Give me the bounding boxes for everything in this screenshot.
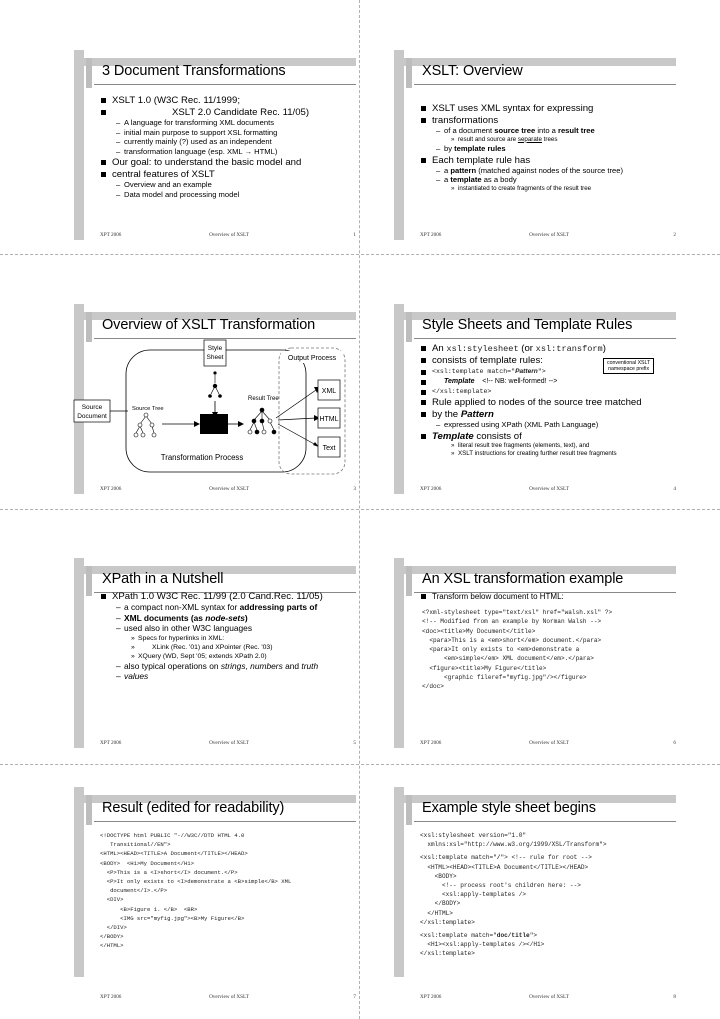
- transformation-process-label: Transformation Process: [160, 453, 244, 462]
- namespace-callout: conventional XSLT namespace prefix: [603, 358, 654, 374]
- code-line: <xsl:apply-templates />: [420, 891, 527, 899]
- code-block: [100, 831, 362, 951]
- slide-2: XSLT: Overview XSLT uses XML syntax for expressing transformations – of a document source tree into a result tree » result and source are separate trees – by template rules Each template rule has – a pattern (matched against nodes of the source tree) – a template as a body » instantiated to create fragments of the result tree XPT 2006 Overview of XSLT 2: [390, 48, 680, 248]
- code-line: <IMG src="myfig.jpg"><B>My Figure</B>: [100, 914, 245, 922]
- stylesheet-tree-node: [213, 384, 217, 388]
- slide-title: Result (edited for readability): [102, 800, 285, 816]
- code-line: <figure><title>My Figure</title>: [422, 664, 547, 672]
- code-line: Template <!-- NB: well-formed! -->: [420, 377, 682, 386]
- code-line: <!-- Modified from an example by Norman Walsh -->: [422, 618, 602, 626]
- bullet: An xsl:stylesheet (or xsl:transform): [420, 343, 682, 354]
- code-block: [420, 608, 682, 692]
- code-line: <para>This is a <em>short</em> document.</para>: [422, 636, 602, 644]
- code-line: <H1><xsl:apply-templates /></H1>: [420, 941, 545, 949]
- code-line: </BODY>: [100, 933, 124, 941]
- slide-1: 3 Document Transformations XSLT 1.0 (W3C Rec. 11/1999; XSLT 2.0 Candidate Rec. 11/05) – A language for transforming XML documents – initial main purpose to support XSL formatting – currently mainly (?) used as an independent – transformation language (esp. XML → HTML) Our goal: to understand the basic model and central features of XSLT – Overview and an example – Data model and processing model XPT 2006 Overview of XSLT 1: [70, 48, 360, 248]
- slide-4: Style Sheets and Template Rules An xsl:stylesheet (or xsl:transform) consists of template rules: <xsl:template match="Pattern"> Template <!-- NB: well-formed! --> </xsl:template> Rule applied to nodes of the source tree matched by the Pattern – expressed using XPath (XML Path Language) Template consists of » literal result tree fragments (elements, text), and » XSLT instructions for creating further result tree fragments conventional XSLT namespace prefix XPT 2006 Overview of XSLT 4: [390, 302, 680, 502]
- code-line: </BODY>: [420, 900, 461, 908]
- bullet: XSLT 1.0 (W3C Rec. 11/1999;: [100, 95, 362, 106]
- code-line: <P>It only exists to <I>demonstrate a <B>simple</B> XML: [100, 878, 292, 886]
- style-sheet-box: [204, 340, 226, 366]
- slide-decoration: [70, 556, 98, 756]
- sub-bullet: – used also in other W3C languages: [100, 623, 362, 634]
- sub-sub-bullet-continuation: » XLink (Rec. '01) and XPointer (Rec. '03): [100, 643, 362, 652]
- source-document-label: Document: [77, 413, 107, 420]
- slide-decoration: [70, 48, 98, 248]
- xml-output-label: XML: [321, 388, 337, 395]
- source-tree: [134, 413, 156, 437]
- slide-3: Overview of XSLT Transformation Style Sheet Output Process Source Document Source Tree Result Tree XML HTML Text Transformation Process XPT 2006 Overview of XSLT 3: [70, 302, 360, 502]
- code-line: </HTML>: [100, 942, 124, 950]
- bullet-continuation: central features of XSLT: [100, 169, 362, 180]
- source-document-label: Source: [81, 404, 103, 411]
- code-line: </DIV>: [100, 924, 127, 932]
- text-output-label: Text: [322, 445, 336, 452]
- sub-sub-bullet: » Specs for hyperlinks in XML:: [100, 634, 362, 643]
- sub-bullet: – A language for transforming XML documents: [100, 118, 362, 128]
- sub-bullet: – expressed using XPath (XML Path Language): [420, 420, 682, 430]
- transformation-diagram: [70, 302, 360, 482]
- code-line: <BODY>: [420, 872, 457, 880]
- code-line: <B>Figure 1. </B> <BR>: [100, 905, 198, 913]
- sub-sub-bullet: » result and source are separate trees: [420, 136, 682, 145]
- slide-title: Style Sheets and Template Rules: [422, 317, 633, 333]
- output-process-label: Output Process: [287, 355, 337, 362]
- code-line: <BODY> <H1>My Document</H1>: [100, 859, 194, 867]
- slide-title: XPath in a Nutshell: [102, 571, 224, 587]
- code-line: <HTML><HEAD><TITLE>A Document</TITLE></HEAD>: [100, 850, 248, 858]
- bullet-continuation: consists of template rules:: [420, 355, 682, 366]
- bullet-continuation: transformations: [420, 115, 682, 126]
- code-line: <!DOCTYPE html PUBLIC "-//W3C//DTD HTML 4.0: [100, 832, 245, 839]
- sub-bullet: – a template as a body: [420, 175, 682, 185]
- code-line: <para>It only exists to <em>demonstrate a: [422, 646, 580, 654]
- code-line: <HTML><HEAD><TITLE>A Document</TITLE></HEAD>: [420, 863, 589, 871]
- code-line: <P>This is a <I>short</I> document.</P>: [100, 868, 238, 876]
- sub-bullet: – a compact non-XML syntax for addressing parts of: [100, 602, 362, 613]
- bullet-continuation: XSLT 2.0 Candidate Rec. 11/05): [100, 107, 362, 118]
- sub-bullet-continuation: – XML documents (as node-sets): [100, 613, 362, 624]
- bullet-continuation: by the Pattern: [420, 409, 682, 420]
- style-sheet-label: Sheet: [206, 354, 224, 361]
- sub-bullet: – currently mainly (?) used as an independent: [100, 137, 362, 147]
- source-tree-label: Source Tree: [132, 406, 164, 412]
- bullet: Each template rule has: [420, 155, 682, 166]
- code-line: </HTML>: [420, 909, 453, 917]
- code-line: <xsl:template match="/"> <!-- rule for root -->: [420, 854, 592, 862]
- bullet: XPath 1.0 W3C Rec. 11/99 (2.0 Cand.Rec. 11/05): [100, 591, 362, 602]
- sub-sub-bullet: » XSLT instructions for creating further result tree fragments: [420, 450, 682, 459]
- sub-bullet: – Data model and processing model: [100, 190, 362, 200]
- code-line: <xsl:template match="Pattern">: [420, 367, 682, 376]
- slide-6: An XSL transformation example Transform below document to HTML: <?xml-stylesheet type="text/xsl" href="walsh.xsl" ?> <!-- Modified from an example by Norman Walsh --> <doc><title>My Document</title> <para>This is a <em>short</em> document.</para> <para>It only exists to <em>demonstrate a <em>simple</em> XML document</em>.</para> <figure><title>My Figure</title> <graphic fileref="myfig.jpg"/></figure> </doc> XPT 2006 Overview of XSLT 6: [390, 556, 680, 756]
- code-line: <em>simple</em> XML document</em>.</para>: [422, 655, 594, 663]
- code-line: <?xml-stylesheet type="text/xsl" href="walsh.xsl" ?>: [422, 609, 613, 616]
- style-sheet-label: Style: [207, 345, 223, 352]
- code-line: </xsl:template>: [420, 950, 475, 958]
- html-output-label: HTML: [319, 416, 339, 423]
- slide-title: An XSL transformation example: [422, 571, 624, 587]
- bullet: Transform below document to HTML:: [420, 591, 682, 602]
- result-tree: [248, 408, 276, 434]
- slide-7: Result (edited for readability) <!DOCTYPE html PUBLIC "-//W3C//DTD HTML 4.0 Transitional//EN"> <HTML><HEAD><TITLE>A Document</TITLE></HEAD> <BODY> <H1>My Document</H1> <P>This is a <I>short</I> document.</P> <P>It only exists to <I>demonstrate a <B>simple</B> XML document</I>.</P> <DIV> <B>Figure 1. </B> <BR> <IMG src="myfig.jpg"><B>My Figure</B> </DIV> </BODY> </HTML> XPT 2006 Overview of XSLT 7: [70, 785, 360, 985]
- sub-bullet: – also typical operations on strings, numbers and truth: [100, 661, 362, 672]
- slide-title: Example style sheet begins: [422, 800, 596, 816]
- code-line: <!-- process root's children here: -->: [420, 882, 581, 890]
- sub-bullet: – initial main purpose to support XSL formatting: [100, 128, 362, 138]
- page-divider: [0, 254, 720, 255]
- slide-decoration: [390, 556, 418, 756]
- sub-bullet: – Overview and an example: [100, 180, 362, 190]
- result-tree-label: Result Tree: [248, 396, 279, 402]
- slide-title: XSLT: Overview: [422, 63, 523, 79]
- slide-title: Overview of XSLT Transformation: [102, 317, 316, 333]
- code-line: </xsl:template>: [420, 918, 475, 926]
- sub-bullet: – a pattern (matched against nodes of the source tree): [420, 166, 682, 176]
- slide-decoration: [390, 785, 418, 985]
- code-line: document</I>.</P>: [100, 887, 168, 895]
- slide-8: Example style sheet begins <xsl:stylesheet version="1.0" xmlns:xsl="http://www.w3.org/1999/XSL/Transform"> <xsl:template match="/"> <!-- rule for root --> <HTML><HEAD><TITLE>A Document</TITLE></HEAD> <BODY> <!-- process root's children here: --> <xsl:apply-templates /> </BODY> </HTML> </xsl:template> <xsl:template match="doc/title"> <H1><xsl:apply-templates /></H1> </xsl:template> XPT 2006 Overview of XSLT 8: [390, 785, 680, 985]
- sub-bullet-continuation: – values: [100, 671, 362, 682]
- code-line: </doc>: [422, 683, 444, 691]
- code-line: Transitional//EN">: [100, 841, 171, 849]
- sub-sub-bullet: » instantiated to create fragments of the result tree: [420, 185, 682, 194]
- bullet: XSLT uses XML syntax for expressing: [420, 103, 682, 114]
- code-block: [420, 831, 682, 959]
- slide-decoration: [390, 302, 418, 502]
- code-line: xmlns:xsl="http://www.w3.org/1999/XSL/Transform">: [420, 841, 607, 849]
- sub-bullet: – by template rules: [420, 144, 682, 154]
- page-divider: [0, 509, 720, 510]
- slide-title: 3 Document Transformations: [102, 63, 286, 79]
- bullet: Rule applied to nodes of the source tree matched: [420, 397, 682, 408]
- bullet: Template consists of: [420, 431, 682, 442]
- code-line: </xsl:template>: [420, 387, 682, 396]
- bullet: Our goal: to understand the basic model and: [100, 157, 362, 168]
- code-line: <doc><title>My Document</title>: [422, 627, 536, 635]
- slide-decoration: [70, 785, 98, 985]
- sub-bullet-continuation: – transformation language (esp. XML → HTML): [100, 147, 362, 157]
- code-line: <xsl:stylesheet version="1.0": [420, 832, 527, 839]
- code-line: <graphic fileref="myfig.jpg"/></figure>: [422, 674, 587, 682]
- code-line: <xsl:template match="doc/title">: [420, 932, 538, 940]
- page-divider: [0, 764, 720, 765]
- slide-decoration: [390, 48, 418, 248]
- sub-bullet: – of a document source tree into a result tree: [420, 126, 682, 136]
- sub-sub-bullet: » literal result tree fragments (elements, text), and: [420, 442, 682, 451]
- transformation-engine: [200, 414, 228, 434]
- slide-5: XPath in a Nutshell XPath 1.0 W3C Rec. 11/99 (2.0 Cand.Rec. 11/05) – a compact non-XML syntax for addressing parts of – XML documents (as node-sets) – used also in other W3C languages » Specs for hyperlinks in XML: » XLink (Rec. '01) and XPointer (Rec. '03) » XQuery (WD, Sept '05; extends XPath 2.0) – also typical operations on strings, numbers and truth – values XPT 2006 Overview of XSLT 5: [70, 556, 360, 756]
- sub-sub-bullet: » XQuery (WD, Sept '05; extends XPath 2.0): [100, 652, 362, 661]
- code-line: <DIV>: [100, 896, 124, 904]
